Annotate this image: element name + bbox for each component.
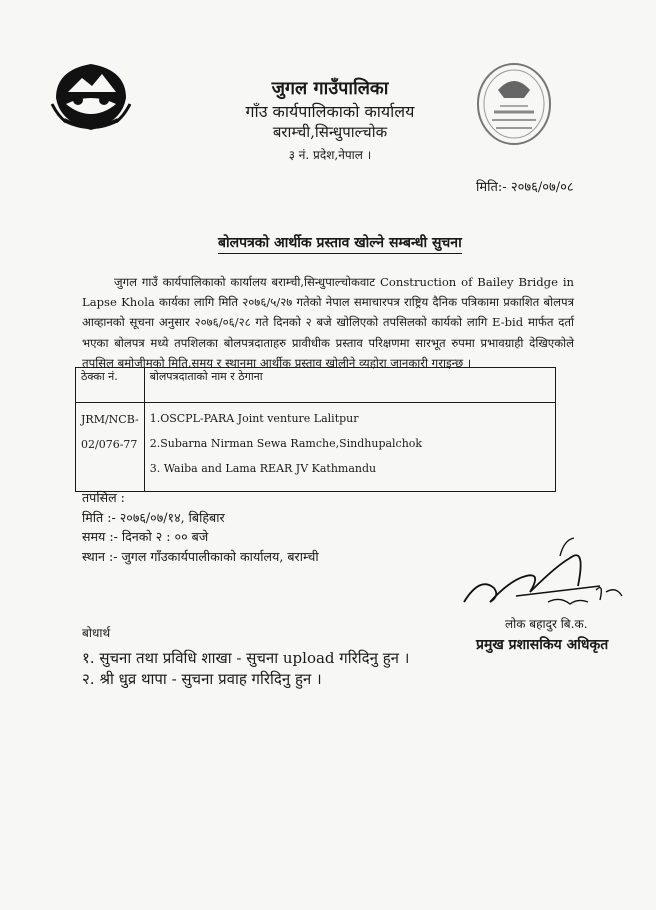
table-header-row xyxy=(76,368,556,403)
bidder-item: 1.OSCPL-PARA Joint venture Lalitpur xyxy=(149,412,359,425)
notice-date: मिति:- २०७६/०७/०८ xyxy=(476,180,574,195)
contract-number-cell xyxy=(76,403,145,492)
bidder-item: 3. Waiba and Lama REAR JV Kathmandu xyxy=(149,462,377,475)
office-name: गाँउ कार्यपालिकाको कार्यालय xyxy=(245,102,415,121)
details-time: समय :- दिनको २ : ०० बजे xyxy=(82,529,209,544)
signature-icon xyxy=(460,536,630,622)
cc-heading: बोधार्थ xyxy=(82,626,111,640)
bidders-table xyxy=(75,367,556,492)
office-seal-icon xyxy=(474,58,554,148)
cc-list xyxy=(82,648,409,690)
province-address: ३ नं. प्रदेश,नेपाल । xyxy=(288,148,372,162)
opening-details xyxy=(82,488,319,566)
bidders-cell xyxy=(144,403,555,492)
details-date: मिति :- २०७६/०७/१४, बिहिबार xyxy=(82,509,225,525)
signatory-name: लोक बहादुर बि.क. xyxy=(505,617,588,631)
bidder-item: 2.Subarna Nirman Sewa Ramche,Sindhupalchok xyxy=(149,437,423,450)
details-heading: तपसिल : xyxy=(82,490,125,505)
contract-number-line2: 02/076-77 xyxy=(81,438,138,451)
signatory-title: प्रमुख प्रशासकिय अधिकृत xyxy=(476,637,609,653)
notice-body-text: जुगल गाउँ कार्यपालिकाको कार्यालय बराम्ची,सिन्धुपाल्चोकवाट Construction of Bailey Bridge in Lapse Khola कार्यका लागि मिति २०७६/५/२७ गतेको नेपाल समाचारपत्र राष्ट्रिय दैनिक पत्रिकामा प्रकाशित बोलपत्र आव्हानको सूचना अनुसार २०७६/०६/२८ गते दिनको २ बजे खोलिएको तपसिलको कार्यको लागि E-bid मार्फत दर्ता भएका बोलपत्र मध्ये तपशिलका बोलपत्रदाताहरु प्रावीधीक प्रस्ताव परिक्षणमा सारभूत रुपमा प्रभावग्राही देखिएकोले तपसिल बमोजीमको मिति,समय र स्थानमा आर्थीक प्रस्ताव खोलीने व्यहोरा जानकारी गराइन्छ । xyxy=(82,275,574,370)
notice-body xyxy=(82,272,574,373)
contract-number-line1: JRM/NCB- xyxy=(81,413,139,426)
details-place: स्थान :- जुगल गाँउकार्यपालीकाको कार्यालय, बराम्ची xyxy=(82,548,319,564)
notice-title: बोलपत्रको आर्थीक प्रस्ताव खोल्ने सम्बन्धी सुचना xyxy=(218,233,462,254)
cc-item: २. श्री धुव्र थापा - सुचना प्रवाह गरिदिनु हुन । xyxy=(82,670,322,688)
office-location: बराम्ची,सिन्धुपाल्चोक xyxy=(272,123,388,141)
table-header-bidder: बोलपत्रदाताको नाम र ठेगाना xyxy=(144,368,555,403)
table-row xyxy=(76,403,556,492)
table-header-contract-no: ठेक्का नं. xyxy=(76,368,145,403)
nepal-emblem-icon xyxy=(48,58,134,136)
municipality-name: जुगल गाउँपालिका xyxy=(271,78,389,99)
cc-item: १. सुचना तथा प्रविधि शाखा - सुचना upload गरिदिनु हुन । xyxy=(82,649,410,667)
